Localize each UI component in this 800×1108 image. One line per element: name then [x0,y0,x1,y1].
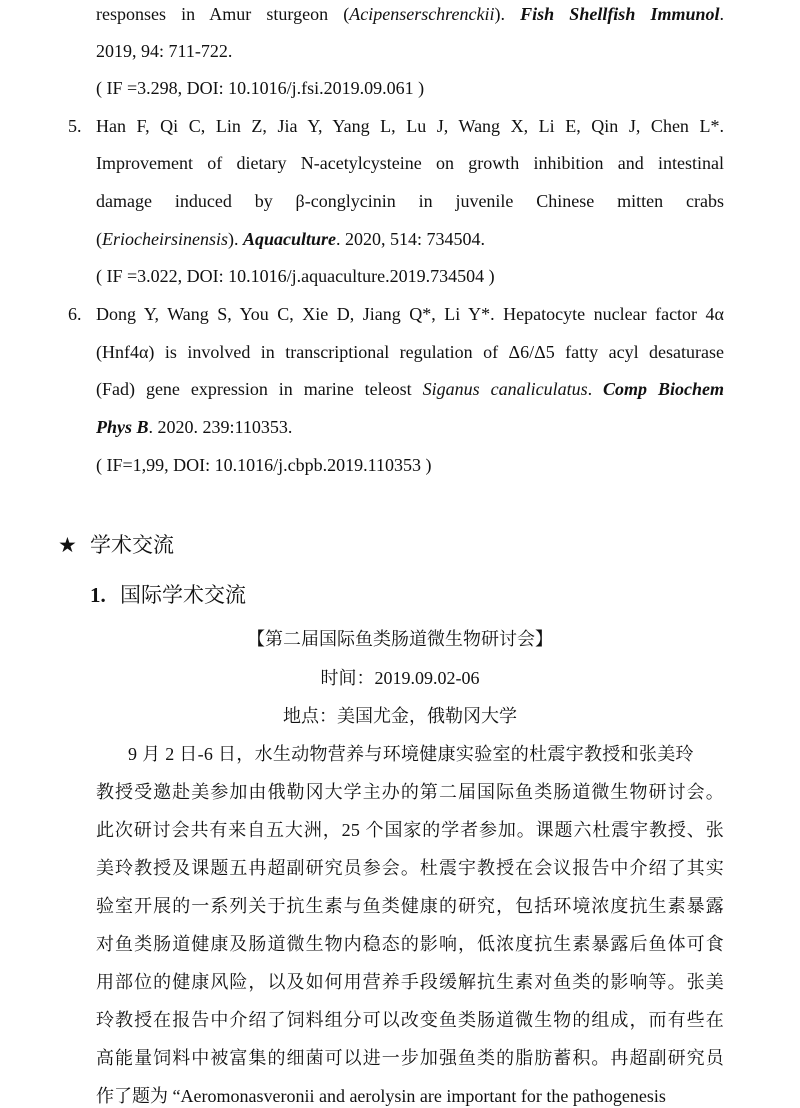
ref4-line2: 2019, 94: 711-722. [96,41,233,61]
species-name: Acipenserschrenckii [349,4,495,24]
subsection-number: 1. [90,583,106,607]
ref6-if-line: ( IF=1,99, DOI: 10.1016/j.cbpb.2019.110353 ) [96,455,432,475]
event-title: 【第二届国际鱼类肠道微生物研讨会】 [247,629,553,649]
species-name: Eriocheirsinensis [102,229,228,249]
ref6-line4: Phys B. 2020. 239:110353. [96,417,293,437]
ref5-line1: Han F, Qi C, Lin Z, Jia Y, Yang L, Lu J, Wang X, Li E, Qin J, Chen L*. [96,116,724,136]
subsection-title: 国际学术交流 [120,583,246,607]
journal-name: Comp Biochem [603,379,724,399]
event-place: 地点：美国尤金，俄勒冈大学 [283,706,517,726]
paragraph-line: 高能量饲料中被富集的细菌可以进一步加强鱼类的脂肪蓄积。冉超副研究员 [96,1048,724,1068]
journal-name: Fish Shellfish Immunol [520,4,720,24]
paragraph-line: 作了题为 “Aeromonasveronii and aerolysin are important for the pathogenesis [96,1086,666,1106]
paragraph-line: 教授受邀赴美参加由俄勒冈大学主办的第二届国际鱼类肠道微生物研讨会。 [96,782,724,802]
ref5-number: 5. [68,116,82,136]
paragraph-line: 此次研讨会共有来自五大洲，25 个国家的学者参加。课题六杜震宇教授、张 [96,820,724,840]
ref6-line3: (Fad) gene expression in marine teleost Siganus canaliculatus. Comp Biochem [96,379,724,399]
ref5-line2: Improvement of dietary N-acetylcysteine on growth inhibition and intestinal [96,153,724,173]
paragraph-line: 对鱼类肠道健康及肠道微生物内稳态的影响，低浓度抗生素暴露后鱼体可食 [96,934,724,954]
ref4-if-line: ( IF =3.298, DOI: 10.1016/j.fsi.2019.09.061 ) [96,78,425,98]
journal-name: Aquaculture [243,229,337,249]
section-title: 学术交流 [90,533,174,557]
journal-name: Phys B [96,417,149,437]
species-name: Siganus canaliculatus [422,379,588,399]
paragraph-line: 用部位的健康风险，以及如何用营养手段缓解抗生素对鱼类的影响等。张美 [96,972,724,992]
ref4-line1: responses in Amur sturgeon (Acipenserschrenckii). Fish Shellfish Immunol. [96,4,724,24]
event-time: 时间：2019.09.02-06 [320,668,480,688]
ref6-line2: (Hnf4α) is involved in transcriptional regulation of Δ6/Δ5 fatty acyl desaturase [96,342,724,362]
paragraph-line: 验室开展的一系列关于抗生素与鱼类健康的研究，包括环境浓度抗生素暴露 [96,896,724,916]
ref5-line3: damage induced by β-conglycinin in juvenile Chinese mitten crabs [96,191,724,211]
paragraph-line: 9 月 2 日-6 日，水生动物营养与环境健康实验室的杜震宇教授和张美玲 [128,744,694,764]
ref5-line4: (Eriocheirsinensis). Aquaculture. 2020, 514: 734504. [96,229,486,249]
paragraph-line: 玲教授在报告中介绍了饲料组分可以改变鱼类肠道微生物的组成，而有些在 [96,1010,724,1030]
paragraph-line: 美玲教授及课题五冉超副研究员参会。杜震宇教授在会议报告中介绍了其实 [96,858,724,878]
ref5-if-line: ( IF =3.022, DOI: 10.1016/j.aquaculture.2019.734504 ) [96,266,495,286]
section-star-icon: ★ [58,533,77,557]
ref6-number: 6. [68,304,82,324]
ref6-line1: Dong Y, Wang S, You C, Xie D, Jiang Q*, Li Y*. Hepatocyte nuclear factor 4α [96,304,724,324]
